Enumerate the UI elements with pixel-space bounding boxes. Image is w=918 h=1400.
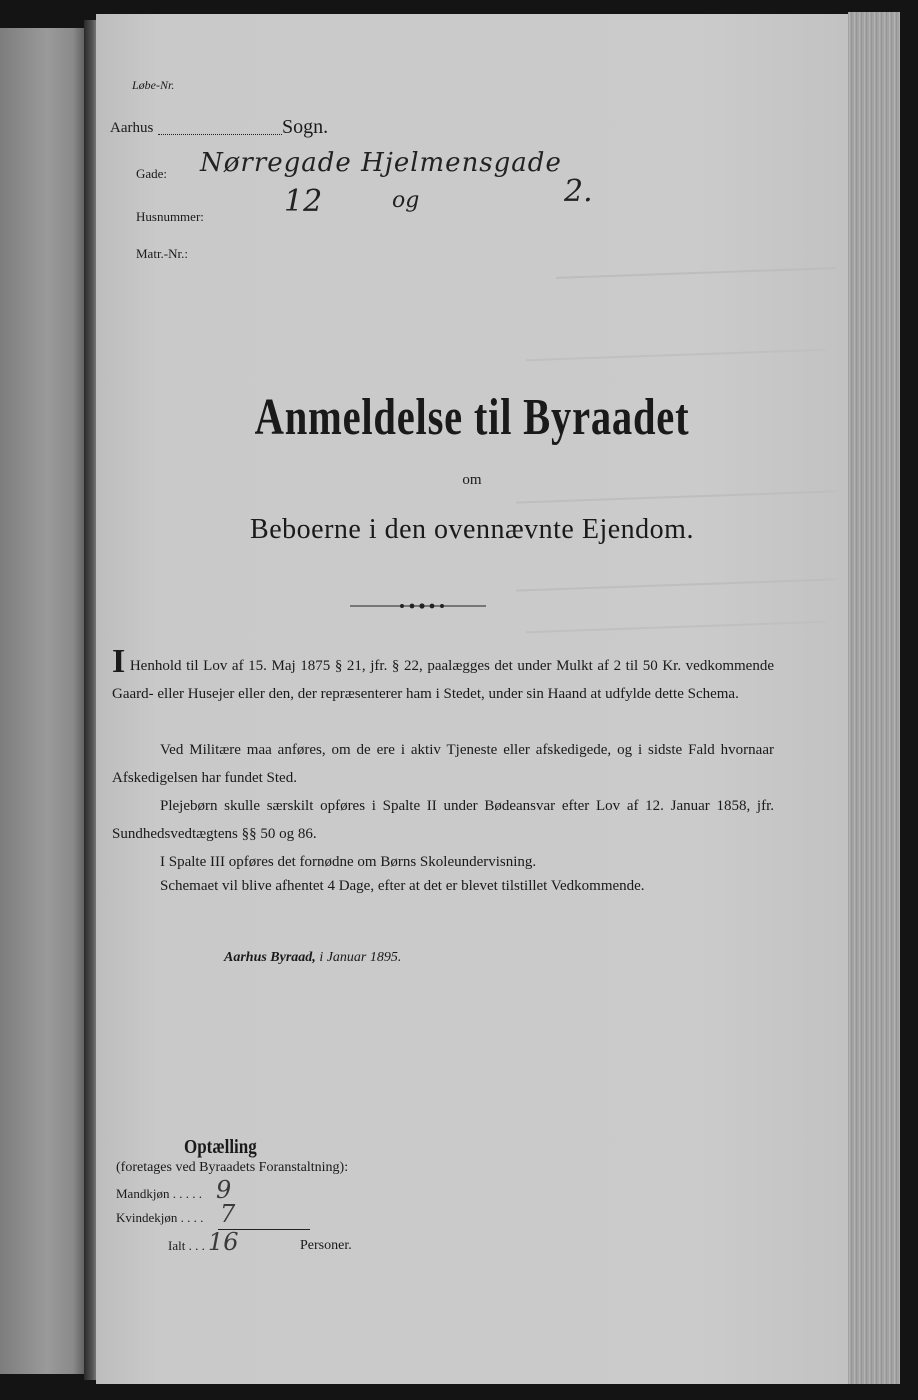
paragraph-3-text: Plejebørn skulle særskilt opføres i Spalte II under Bødeansvar efter Lov af 12. Januar 1858, jfr. Sundhedsvedtægtens §§ 50 og 86. bbox=[112, 798, 774, 842]
bleed-through-1 bbox=[556, 267, 836, 281]
instruction-paragraph-2 bbox=[112, 736, 774, 792]
kvindekjon-row: Kvindekjøn . . . . bbox=[116, 1210, 204, 1225]
paragraph-1-text: Henhold til Lov af 15. Maj 1875 § 21, jfr. § 22, paalægges det under Mulkt af 2 til 50 Kr. vedkommende Gaard- eller Husejer eller den, der repræsenterer ham i Stedet, under sin Haand at udfylde dette Schema. bbox=[112, 658, 774, 702]
document-subtitle: Beboerne i den ovennævnte Ejendom. bbox=[250, 514, 694, 545]
lobe-nr-label: Løbe-Nr. bbox=[132, 78, 175, 92]
husnummer-joiner: og bbox=[392, 188, 420, 213]
ialt-label: Ialt bbox=[168, 1238, 186, 1253]
matr-nr-label: Matr.-Nr.: bbox=[136, 246, 188, 261]
ialt-handwritten-count: 16 bbox=[208, 1228, 239, 1256]
instruction-paragraph-1 bbox=[112, 643, 774, 708]
title-connector: om bbox=[462, 472, 482, 488]
paragraph-2-text: Ved Militære maa anføres, om de ere i aktiv Tjeneste eller afskedigede, og i sidste Fald hvornaar Afskedigelsen har fundet Sted. bbox=[112, 742, 774, 786]
bleed-through-4 bbox=[516, 578, 836, 593]
signature-date: i Januar 1895. bbox=[319, 950, 402, 965]
husnummer-first-value: 12 bbox=[284, 184, 323, 219]
ialt-row: Ialt . . . bbox=[168, 1238, 205, 1253]
mandkjon-handwritten-count: 9 bbox=[216, 1176, 232, 1204]
gade-label: Gade: bbox=[136, 166, 168, 181]
instruction-paragraph-3 bbox=[112, 792, 774, 848]
sogn-label: Sogn. bbox=[282, 116, 329, 138]
sogn-dotted-line bbox=[158, 134, 282, 135]
gade-handwritten-value: Nørregade Hjelmensgade bbox=[200, 148, 562, 178]
left-page-edge bbox=[0, 28, 86, 1374]
signature-authority: Aarhus Byraad, bbox=[224, 950, 316, 965]
bleed-through-5 bbox=[526, 621, 826, 635]
personer-label: Personer. bbox=[300, 1238, 352, 1253]
husnummer-label: Husnummer: bbox=[136, 209, 204, 224]
kvindekjon-handwritten-count: 7 bbox=[220, 1200, 236, 1228]
husnummer-second-value: 2. bbox=[564, 174, 593, 209]
paragraph-5-text: Schemaet vil blive afhentet 4 Dage, efter at det er blevet tilstillet Vedkommende. bbox=[160, 878, 645, 894]
page-stack-edges bbox=[848, 12, 900, 1384]
aarhus-label: Aarhus bbox=[110, 120, 154, 136]
paragraph-4-text: I Spalte III opføres det fornødne om Børns Skoleundervisning. bbox=[160, 854, 537, 870]
mandkjon-label: Mandkjøn bbox=[116, 1186, 170, 1201]
instruction-paragraph-5 bbox=[112, 872, 774, 900]
signature-line bbox=[224, 950, 401, 966]
document-page bbox=[96, 14, 848, 1384]
drop-cap: I bbox=[112, 643, 126, 680]
kvindekjon-label: Kvindekjøn bbox=[116, 1210, 178, 1225]
bleed-through-3 bbox=[516, 490, 836, 505]
count-title: Optælling bbox=[184, 1136, 257, 1158]
document-title: Anmeldelse til Byraadet bbox=[254, 389, 690, 446]
count-subtitle: (foretages ved Byraadets Foranstaltning): bbox=[116, 1160, 349, 1175]
divider-ornament bbox=[350, 603, 486, 609]
bleed-through-2 bbox=[526, 349, 826, 363]
mandkjon-row: Mandkjøn . . . . . bbox=[116, 1186, 202, 1201]
